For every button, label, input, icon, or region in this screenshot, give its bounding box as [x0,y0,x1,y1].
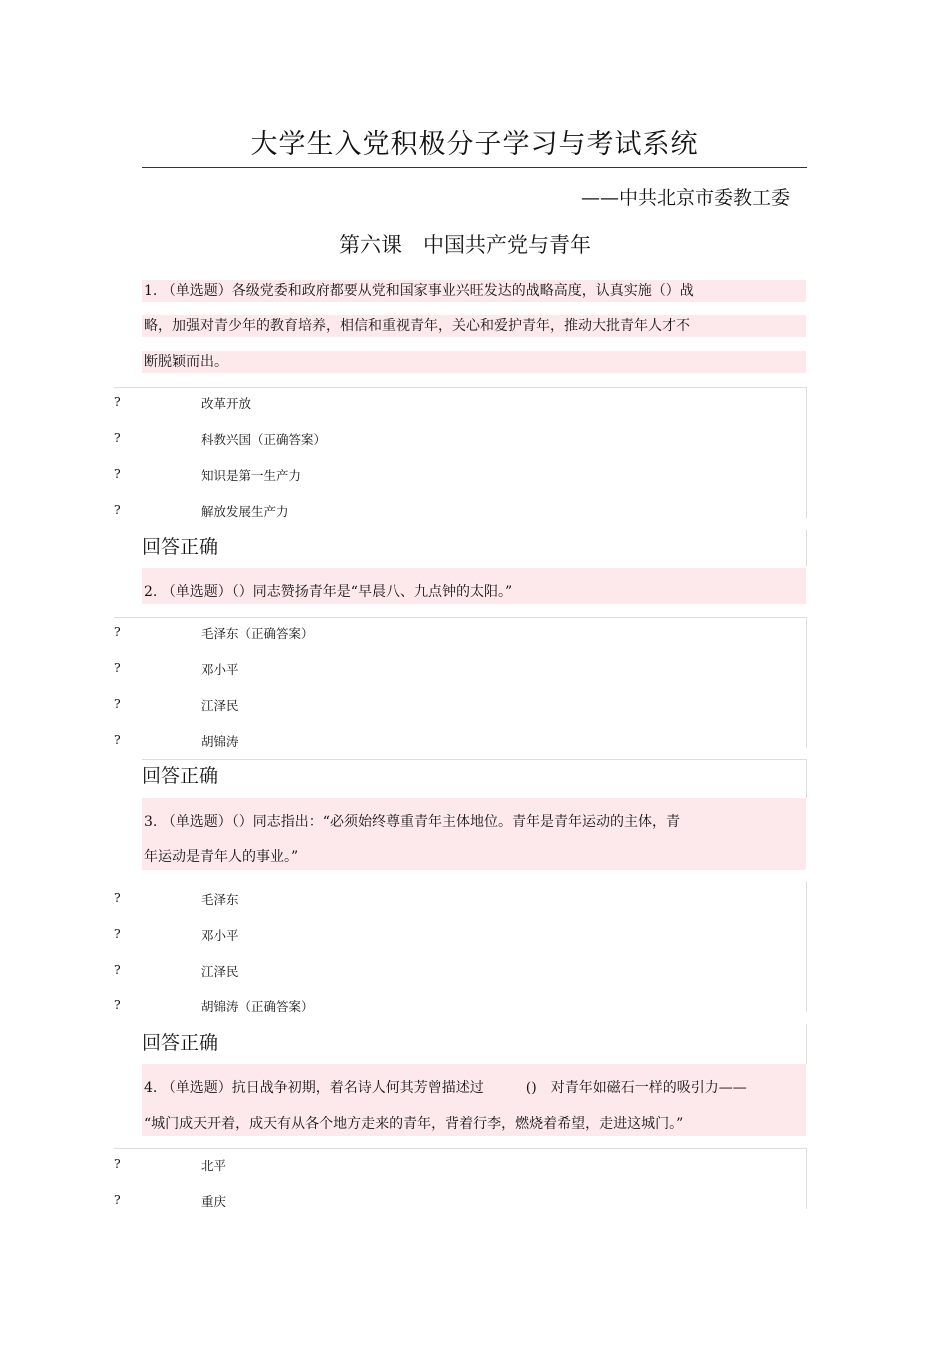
option-label: 改革开放 [201,396,252,411]
question-text-line: 4. （单选题）抗日战争初期，着名诗人何其芳曾描述过 () 对青年如磁石一样的吸引力—— [142,1064,806,1100]
option-radio[interactable]: ? [114,1192,121,1207]
result-box [142,1024,807,1064]
question-text-line: 略，加强对青少年的教育培养，相信和重视青年，关心和爱护青年，推动大批青年人才不 [142,315,806,337]
option-label: 江泽民 [201,964,239,979]
option-label: 知识是第一生产力 [201,468,302,483]
option-label: 重庆 [201,1194,227,1209]
option-label: 江泽民 [201,698,239,713]
option-radio[interactable]: ? [114,1156,121,1171]
option-label: 毛泽东（正确答案） [201,626,314,641]
answer-result: 回答正确 [142,536,219,558]
option-radio[interactable]: ? [114,732,121,747]
option-label: 胡锦涛（正确答案） [201,999,314,1014]
option-radio[interactable]: ? [114,926,121,941]
option-radio[interactable]: ? [114,466,121,481]
option-label: 胡锦涛 [201,734,239,749]
option-radio[interactable]: ? [114,502,121,517]
result-box [142,530,807,566]
option-radio[interactable]: ? [114,660,121,675]
option-radio[interactable]: ? [114,997,121,1012]
page-title: 大学生入党积极分子学习与考试系统 [250,129,699,160]
option-radio[interactable]: ? [114,890,121,905]
option-radio[interactable]: ? [114,696,121,711]
question-text-line: 3. （单选题）（）同志指出：“必须始终尊重青年主体地位。青年是青年运动的主体，青 [142,798,806,834]
question-text-line: 年运动是青年人的事业。” [142,834,806,870]
question-text-line: 断脱颖而出。 [142,351,806,373]
option-radio[interactable]: ? [114,394,121,409]
option-radio[interactable]: ? [114,962,121,977]
question-text-line: “城门成天开着，成天有从各个地方走来的青年，背着行李，燃烧着希望，走进这城门。” [142,1100,806,1136]
option-label: 科教兴国（正确答案） [201,432,327,447]
option-label: 邓小平 [201,928,239,943]
page-subtitle: ——中共北京市委教工委 [580,187,790,209]
lesson-title: 第六课 中国共产党与青年 [339,233,591,257]
result-box [142,759,807,798]
question-text-line: 2. （单选题）（）同志赞扬青年是“早晨八、九点钟的太阳。” [142,568,806,604]
option-radio[interactable]: ? [114,430,121,445]
option-label: 毛泽东 [201,892,239,907]
title-divider [142,167,807,168]
answer-result: 回答正确 [142,765,219,787]
option-label: 邓小平 [201,662,239,677]
answer-result: 回答正确 [142,1032,219,1054]
option-radio[interactable]: ? [114,624,121,639]
option-label: 解放发展生产力 [201,504,289,519]
question-text-line: 1. （单选题）各级党委和政府都要从党和国家事业兴旺发达的战略高度，认真实施（）战 [142,280,806,302]
option-label: 北平 [201,1158,227,1173]
